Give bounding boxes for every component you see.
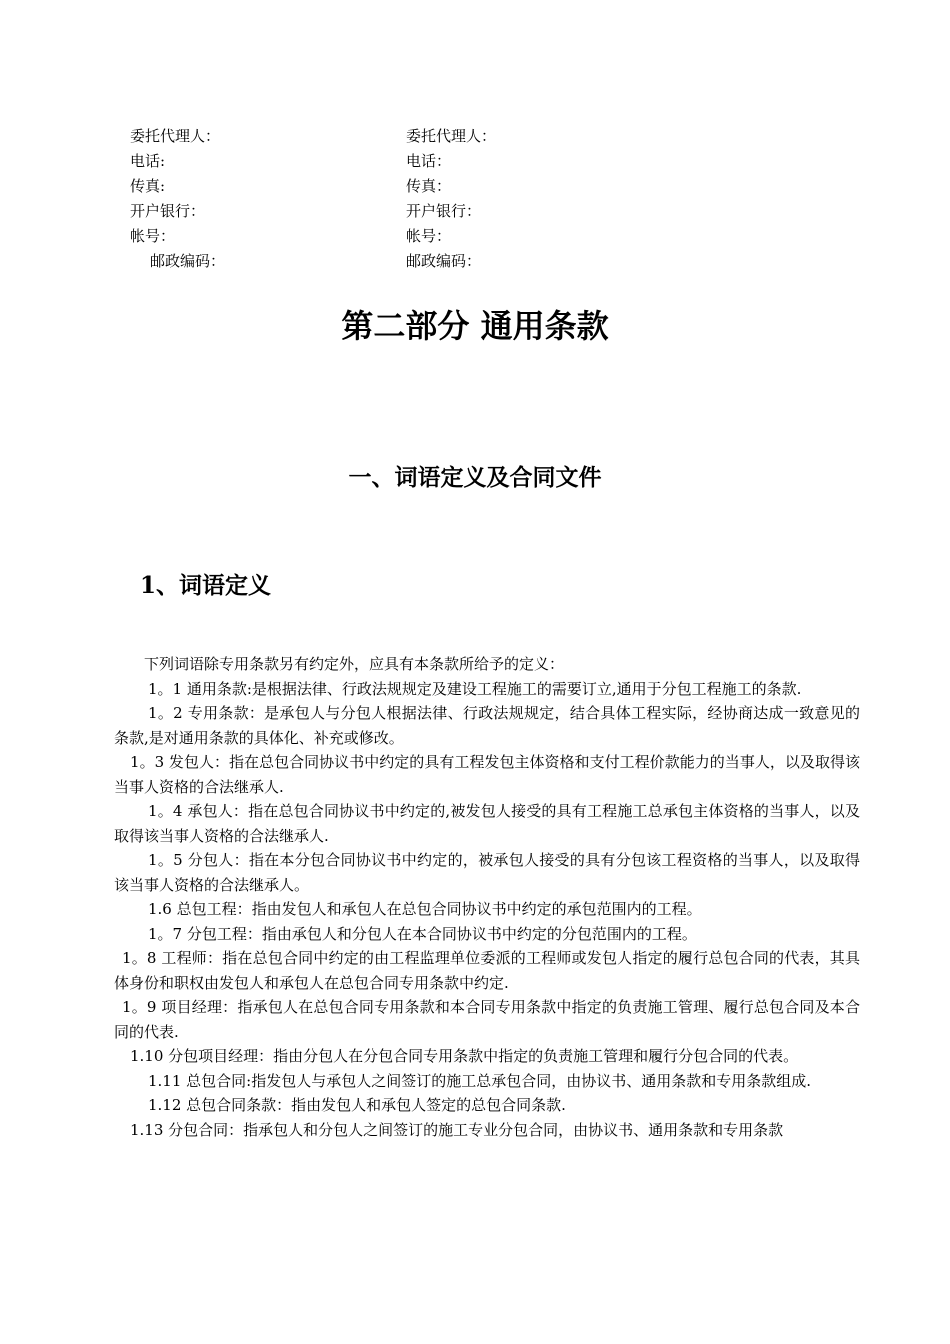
paragraph: 1.6 总包工程：指由发包人和承包人在总包合同协议书中约定的承包范围内的工程。 (148, 900, 702, 918)
definitions-body (114, 652, 860, 1142)
contact-label-right: 开户银行： (406, 202, 482, 220)
contact-label-left: 委托代理人： (130, 127, 221, 145)
contact-label-right: 邮政编码： (406, 252, 482, 270)
contact-label-right: 帐号： (406, 227, 452, 245)
contact-row (0, 124, 950, 149)
contact-label-right: 电话： (406, 152, 452, 170)
paragraph: 1。2 专用条款：是承包人与分包人根据法律、行政法规规定，结合具体工程实际，经协商达成一致意见的条款,是对通用条款的具体化、补充或修改。 (114, 704, 860, 747)
paragraph: 1.12 总包合同条款：指由发包人和承包人签定的总包合同条款. (148, 1096, 566, 1114)
paragraph: 1。8 工程师：指在总包合同中约定的由工程监理单位委派的工程师或发包人指定的履行总包合同的代表，其具体身份和职权由发包人和承包人在总包合同专用条款中约定. (114, 949, 860, 992)
subsection-title: 1、词语定义 (140, 572, 272, 599)
contact-label-left: 电话: (130, 152, 166, 170)
part-title: 第二部分 通用条款 (341, 307, 609, 345)
paragraph: 下列词语除专用条款另有约定外，应具有本条款所给予的定义： (144, 655, 565, 673)
paragraph: 1。9 项目经理：指承包人在总包合同专用条款和本合同专用条款中指定的负责施工管理、履行总包合同及本合同的代表. (114, 998, 860, 1041)
contact-label-right: 委托代理人： (406, 127, 497, 145)
contact-label-left: 邮政编码： (150, 252, 226, 270)
paragraph: 1.13 分包合同：指承包人和分包人之间签订的施工专业分包合同，由协议书、通用条款和专用条款 (130, 1120, 784, 1139)
contact-row (0, 174, 950, 199)
contact-label-left: 帐号： (130, 227, 176, 245)
contact-label-left: 传真: (130, 177, 166, 195)
paragraph: 1。7 分包工程：指由承包人和分包人在本合同协议书中约定的分包范围内的工程。 (148, 924, 697, 943)
contact-label-right: 传真： (406, 177, 452, 195)
paragraph: 1。5 分包人：指在本分包合同协议书中约定的，被承包人接受的具有分包该工程资格的当事人，以及取得该当事人资格的合法继承人。 (114, 851, 860, 894)
contact-row (0, 224, 950, 249)
paragraph: 1。3 发包人：指在总包合同协议书中约定的具有工程发包主体资格和支付工程价款能力的当事人，以及取得该当事人资格的合法继承人. (114, 753, 860, 796)
contact-row (0, 149, 950, 174)
section-title: 一、词语定义及合同文件 (348, 465, 602, 491)
paragraph: 1.11 总包合同:指发包人与承包人之间签订的施工总承包合同，由协议书、通用条款和专用条款组成. (148, 1071, 811, 1090)
paragraph: 1.10 分包项目经理：指由分包人在分包合同专用条款中指定的负责施工管理和履行分包合同的代表。 (130, 1047, 799, 1065)
contact-row (0, 199, 950, 224)
contact-block (0, 124, 950, 274)
paragraph: 1。1 通用条款:是根据法律、行政法规规定及建设工程施工的需要订立,通用于分包工程施工的条款. (148, 679, 802, 698)
contact-row (0, 249, 950, 274)
paragraph: 1。4 承包人：指在总包合同协议书中约定的,被发包人接受的具有工程施工总承包主体资格的当事人，以及取得该当事人资格的合法继承人. (114, 802, 860, 845)
contact-label-left: 开户银行： (130, 202, 206, 220)
